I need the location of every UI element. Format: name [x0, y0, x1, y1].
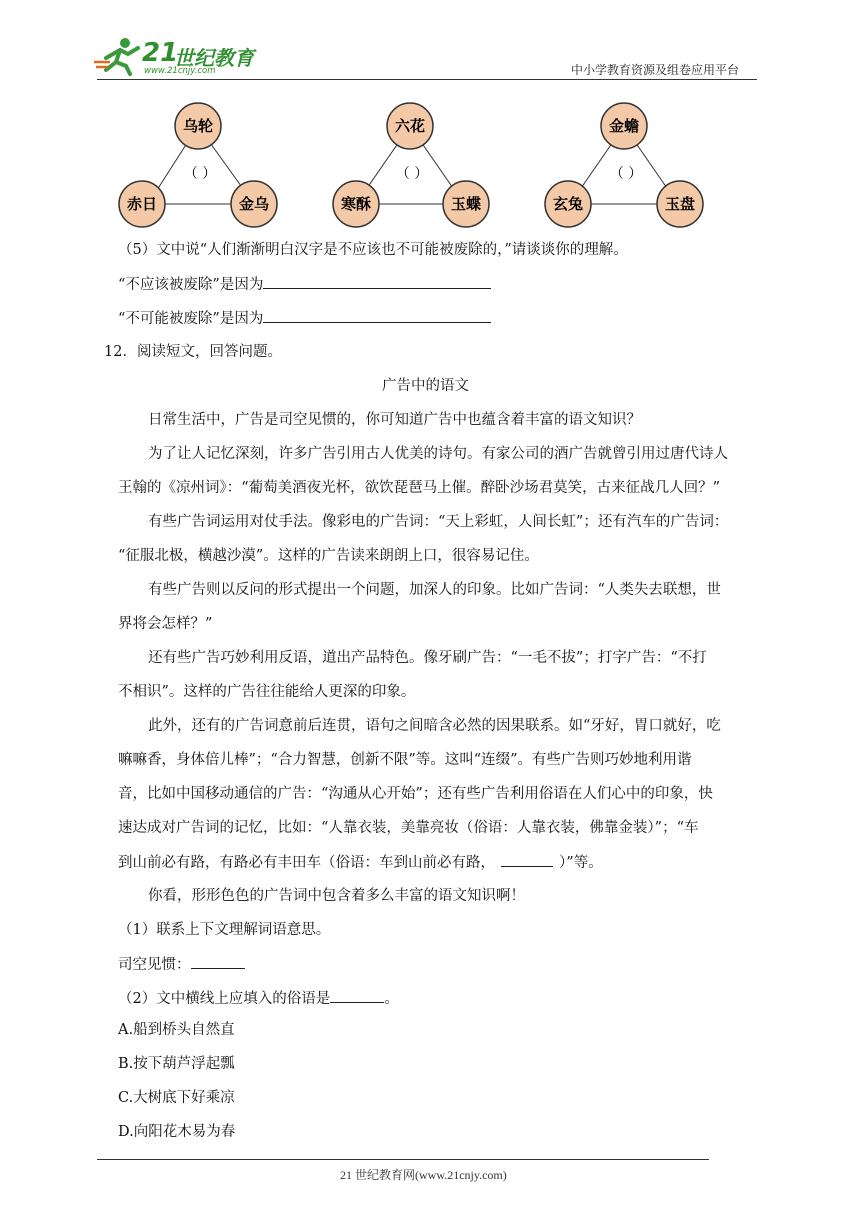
- article-line: 速达成对广告词的记忆，比如：“人靠衣装，美靠亮妆（俗语：人靠衣装，佛靠金装）”；“车: [118, 820, 699, 836]
- article-line: 不相识”。这样的广告往往能给人更深的印象。: [118, 684, 416, 700]
- article-line: 为了让人记忆深刻，许多广告引用古人优美的诗句。有家公司的酒广告就曾引用过唐代诗人: [148, 446, 728, 462]
- logo-name: 世纪教育: [174, 46, 254, 70]
- article-line: 有些广告词运用对仗手法。像彩电的广告词：“天上彩虹，人间长虹”；还有汽车的广告词：: [148, 514, 729, 530]
- q5-line1-label: “不应该被废除”是因为: [118, 277, 264, 293]
- option-a[interactable]: A.船到桥头自然直: [118, 1022, 235, 1038]
- q5-line1: [118, 274, 491, 295]
- diagram-1-right: 金乌: [238, 195, 270, 213]
- triangle-diagrams: [110, 96, 720, 236]
- diagram-3-left: 玄兔: [552, 195, 584, 213]
- q5-line2-label: “不可能被废除”是因为: [118, 311, 264, 327]
- diagram-1-top: 乌轮: [182, 117, 214, 135]
- diagram-2-blank: （ ）: [395, 166, 429, 182]
- diagram-3-blank: （ ）: [609, 166, 643, 182]
- diagram-1-left: 赤日: [126, 195, 158, 213]
- diagram-3-top: 金蟾: [608, 117, 640, 135]
- article-line: 有些广告则以反问的形式提出一个问题，加深人的印象。比如广告词：“人类失去联想，世: [148, 582, 721, 598]
- logo-url: www.21cnjy.com: [144, 66, 216, 76]
- footer-text: 21 世纪教育网(www.21cnjy.com): [340, 1168, 507, 1182]
- article-line: 日常生活中，广告是司空见惯的，你可知道广告中也蕴含着丰富的语文知识？: [148, 412, 641, 428]
- sub-question-2-end: 。: [384, 991, 399, 1007]
- proverb-blank[interactable]: [501, 852, 553, 867]
- sub-question-1-blank[interactable]: [191, 954, 245, 969]
- sub-question-1: （1）联系上下文理解词语意思。: [118, 922, 331, 938]
- diagram-1-blank: （ ）: [183, 166, 217, 182]
- option-c[interactable]: C.大树底下好乘凉: [118, 1090, 235, 1106]
- diagram-2-left: 寒酥: [340, 195, 372, 213]
- article-line: 还有些广告巧妙利用反语，道出产品特色。像牙刷广告：“一毛不拔”；打字广告：“不打: [148, 650, 707, 666]
- diagram-1: [119, 103, 277, 227]
- q5-line2: [118, 308, 491, 329]
- header-rule: [97, 79, 757, 80]
- sub-question-1-item: [118, 954, 245, 975]
- logo-runner-icon: [92, 36, 144, 76]
- diagram-2-right: 玉蝶: [450, 195, 482, 213]
- q5-line1-blank[interactable]: [263, 274, 491, 289]
- article-line: 音，比如中国移动通信的广告：“沟通从心开始”；还有些广告利用俗语在人们心中的印象，快: [118, 786, 713, 802]
- article-line-part: 到山前必有路，有路必有丰田车（俗语：车到山前必有路，: [118, 855, 495, 871]
- q5-line2-blank[interactable]: [263, 308, 491, 323]
- article-line: 此外，还有的广告词意前后连贯，语句之间暗含必然的因果联系。如“牙好，胃口就好，吃: [148, 718, 721, 734]
- q5-text: （5）文中说“人们渐渐明白汉字是不应该也不可能被废除的，”请谈谈你的理解。: [118, 242, 628, 258]
- article-title: 广告中的语文: [382, 378, 469, 394]
- q12-intro: 12．阅读短文，回答问题。: [104, 344, 282, 360]
- diagram-3-right: 玉盘: [664, 195, 696, 213]
- article-line: “征服北极，横越沙漠”。这样的广告读来朗朗上口，很容易记住。: [118, 548, 539, 564]
- article-line-with-blank: [118, 852, 603, 873]
- diagram-3: [545, 103, 703, 227]
- article-line: 王翰的《凉州词》：“葡萄美酒夜光杯，欲饮琵琶马上催。醉卧沙场君莫笑，古来征战几人回？”: [118, 480, 721, 496]
- diagram-2-top: 六花: [394, 117, 426, 135]
- article-line: 嘛嘛香，身体倍儿棒”；“合力智慧，创新不限”等。这叫“连缀”。有些广告则巧妙地利用谐: [118, 752, 692, 768]
- sub-question-2: [118, 988, 399, 1009]
- article-line: 界将会怎样？”: [118, 616, 213, 632]
- logo-number: 21: [142, 38, 179, 68]
- article-line: 你看，形形色色的广告词中包含着多么丰富的语文知识啊！: [148, 888, 525, 904]
- header: [0, 0, 860, 90]
- platform-name: 中小学教育资源及组卷应用平台: [571, 63, 740, 77]
- footer-rule: [97, 1159, 709, 1160]
- option-d[interactable]: D.向阳花木易为春: [118, 1124, 236, 1140]
- option-b[interactable]: B.按下葫芦浮起瓢: [118, 1056, 235, 1072]
- article-line-part: ）”等。: [559, 855, 603, 871]
- diagram-2: [333, 103, 489, 227]
- sub-question-2-label: （2）文中横线上应填入的俗语是: [118, 991, 331, 1007]
- sub-question-1-label: 司空见惯：: [118, 957, 191, 973]
- sub-question-2-blank[interactable]: [330, 988, 384, 1003]
